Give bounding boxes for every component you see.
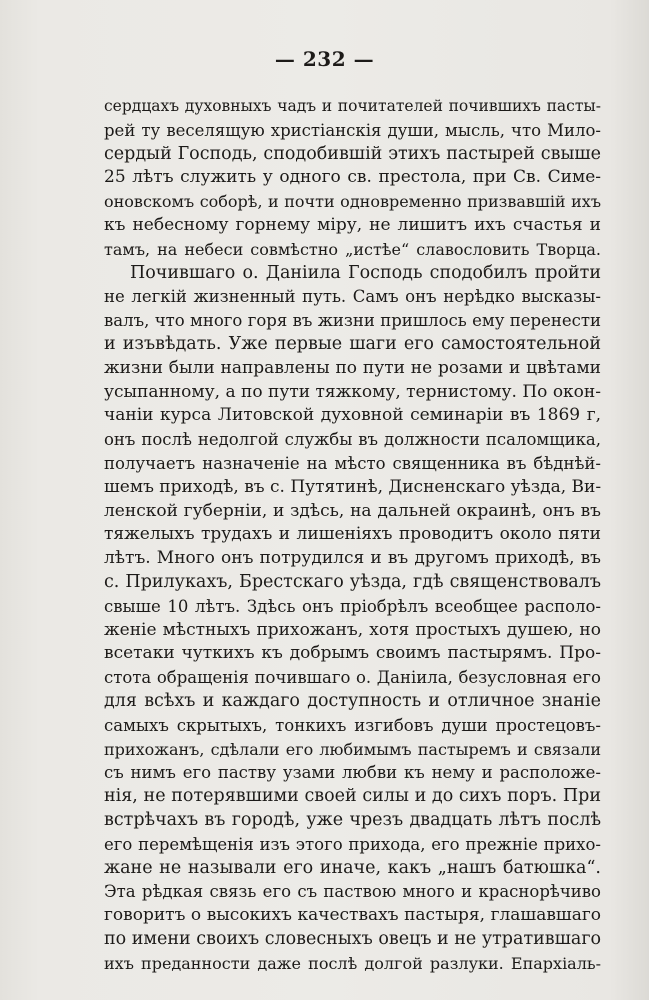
text-line: нія, не потерявшими своей силы и до сихъ поръ. При <box>104 786 601 807</box>
text-line: Эта рѣдкая связь его съ паствою много и краснорѣчиво <box>104 882 601 902</box>
text-line: встрѣчахъ въ городѣ, уже чрезъ двадцать лѣтъ послѣ <box>104 809 601 830</box>
text-line: сердцахъ духовныхъ чадъ и почитателей почившихъ пасты- <box>104 97 601 115</box>
text-line: тяжелыхъ трудахъ и лишеніяхъ проводитъ около пяти <box>104 524 601 545</box>
text-line: жане не называли его иначе, какъ „нашъ батюшка“. <box>104 857 601 878</box>
text-line: чаніи курса Литовской духовной семинаріи въ 1869 г, <box>104 405 601 426</box>
text-line: усыпанному, а по пути тяжкому, тернистому. По окон- <box>104 381 601 402</box>
text-line: къ небесному горнему міру, не лишитъ ихъ счастья и <box>104 214 601 235</box>
text-line: рей ту веселящую христіанскія души, мысль, что Мило- <box>104 120 601 140</box>
text-line: сердый Господь, сподобившій этихъ пастырей свыше <box>104 143 601 164</box>
text-line: прихожанъ, сдѣлали его любимымъ пастыремъ и связали <box>104 739 601 759</box>
text-line: не легкій жизненный путь. Самъ онъ нерѣдко высказы- <box>104 287 601 307</box>
text-line: оновскомъ соборѣ, и почти одновременно призвавшій ихъ <box>104 192 601 212</box>
body-text <box>104 95 601 975</box>
text-line: самыхъ скрытыхъ, тонкихъ изгибовъ души простецовъ- <box>104 715 601 735</box>
text-line: с. Прилукахъ, Брестскаго уѣзда, гдѣ священствовалъ <box>104 571 601 592</box>
text-line: женіе мѣстныхъ прихожанъ, хотя простыхъ душею, но <box>104 619 601 640</box>
text-line: всетаки чуткихъ къ добрымъ своимъ пастырямъ. Про- <box>104 643 601 664</box>
text-line: жизни были направлены по пути не розами и цвѣтами <box>104 357 601 378</box>
text-line: тамъ, на небеси совмѣстно „истѣе“ славословить Творца. <box>104 239 601 259</box>
text-line: ленской губерніи, и здѣсь, на дальней окраинѣ, онъ въ <box>104 500 601 521</box>
text-line: шемъ приходѣ, въ с. Путятинѣ, Дисненскаго уѣзда, Ви- <box>104 476 601 497</box>
text-line: свыше 10 лѣтъ. Здѣсь онъ пріобрѣлъ всеобщее располо- <box>104 596 601 616</box>
text-line: онъ послѣ недолгой службы въ должности псаломщика, <box>104 430 601 450</box>
text-line: по имени своихъ словесныхъ овецъ и не утратившаго <box>104 928 601 949</box>
text-line: получаетъ назначеніе на мѣсто священника въ бѣднѣй- <box>104 453 601 473</box>
text-line: съ нимъ его паству узами любви къ нему и расположе- <box>104 763 601 783</box>
text-line: ихъ преданности даже послѣ долгой разлуки. Епархіаль- <box>104 953 601 973</box>
text-line: 25 лѣтъ служить у одного св. престола, при Св. Симе- <box>104 167 601 188</box>
text-line: лѣтъ. Много онъ потрудился и въ другомъ приходѣ, въ <box>104 548 601 569</box>
text-line: и изъвѣдать. Уже первые шаги его самостоятельной <box>104 333 601 354</box>
text-line: для всѣхъ и каждаго доступность и отличное знаніе <box>104 690 601 711</box>
text-line: Почившаго о. Даніила Господь сподобилъ пройти <box>130 262 601 283</box>
text-line: валъ, что много горя въ жизни пришлось ему перенести <box>104 311 601 331</box>
text-line: его перемѣщенія изъ этого прихода, его прежніе прихо- <box>104 834 601 854</box>
text-line: говоритъ о высокихъ качествахъ пастыря, глашавшаго <box>104 905 601 926</box>
page-number: — 232 — <box>274 47 375 71</box>
text-line: стота обращенія почившаго о. Даніила, безусловная его <box>104 668 601 688</box>
